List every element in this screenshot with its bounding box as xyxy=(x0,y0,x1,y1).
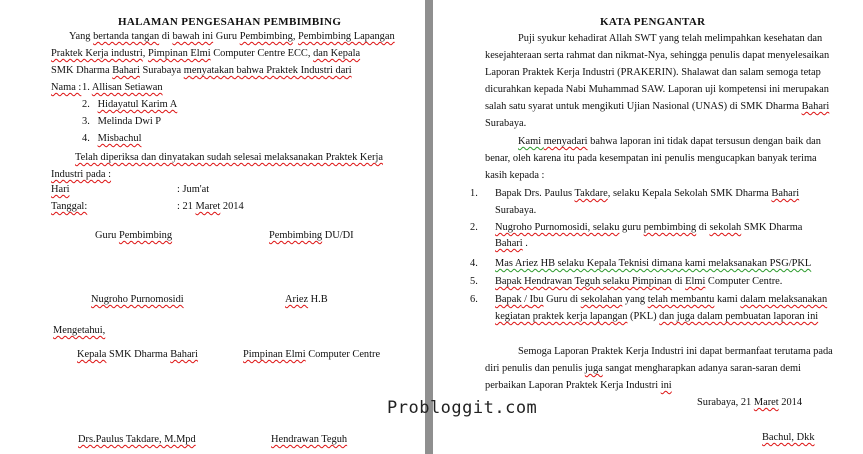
text: , xyxy=(292,31,299,42)
text: . xyxy=(522,238,528,249)
page-title: HALAMAN PENGESAHAN PEMBIMBING xyxy=(118,16,342,28)
page-gap xyxy=(425,0,433,454)
text: Computer Centre xyxy=(305,349,381,360)
text: Pembimbing xyxy=(239,31,293,42)
paragraph-line: Semoga Laporan Praktek Kerja Industri ini dapat bermanfaat terutama pada xyxy=(518,346,833,357)
text: Guru xyxy=(95,230,119,241)
list-number: 3. xyxy=(82,116,90,127)
paragraph-line: kasih kepada : xyxy=(485,170,545,181)
text: Tanggal: xyxy=(51,201,88,212)
text: Mengetahui, xyxy=(53,325,106,336)
text: Telah diperiksa dan dinyatakan sudah selesai melaksanakan Praktek Kerja xyxy=(75,152,383,163)
text: SMK Dharma xyxy=(741,222,803,233)
text: perbaikan Laporan Praktek Kerja Industri xyxy=(485,380,661,391)
text: Praktek Kerja industri xyxy=(51,48,143,59)
paragraph-line: dicurahkan kepada Nabi Muhammad SAW. Laporan uji kompetensi ini merupakan xyxy=(485,84,829,95)
text: SMK Dharma xyxy=(51,65,113,76)
text: Bahari xyxy=(801,101,830,112)
list-item xyxy=(82,82,163,94)
text: Bapak xyxy=(495,294,522,305)
list-item-continuation xyxy=(495,311,818,323)
mengetahui-label xyxy=(53,325,105,337)
text: di xyxy=(159,31,173,42)
right-page xyxy=(433,0,863,454)
text: Ariez xyxy=(285,294,309,305)
text: sekolah xyxy=(709,222,742,233)
list-item xyxy=(495,222,802,234)
text: Pembimbing xyxy=(269,230,323,241)
text: sekolahan xyxy=(580,294,623,305)
paragraph-line xyxy=(485,101,829,113)
tanggal-value xyxy=(177,201,244,213)
text: telah membantu xyxy=(647,294,715,305)
text: ini xyxy=(660,380,672,391)
text: Nugroho Purnomosidi xyxy=(91,294,184,305)
text: guru xyxy=(619,222,644,233)
text: dan Kepala xyxy=(313,48,361,59)
text: diri penulis dan penulis xyxy=(485,363,585,374)
paragraph-line xyxy=(51,48,360,60)
text: Bapak Drs. Paulus xyxy=(495,188,575,199)
signature-name-left xyxy=(91,294,184,306)
text: Maret xyxy=(753,397,779,408)
paragraph-line: Puji syukur kehadirat Allah SWT yang telah melimpahkan kesehatan dan xyxy=(518,33,823,44)
paragraph-line: Surabaya. xyxy=(485,118,527,129)
text: Maret xyxy=(195,201,221,212)
paragraph-line: kesejahteraan serta rahmat dan nikmat-Nya, sehingga penulis dapat menyelesaikan xyxy=(485,50,830,61)
hari-label xyxy=(51,184,69,196)
text: Guru xyxy=(213,31,240,42)
text: salah satu syarat untuk mengikuti Ujian Nasional (UNAS) di SMK Dharma xyxy=(485,101,802,112)
text: Takdare xyxy=(574,188,608,199)
list-item-continuation: Surabaya. xyxy=(495,205,537,216)
text: dalam melaksanakan xyxy=(740,294,828,305)
paragraph-line xyxy=(75,152,383,164)
text: 2014 xyxy=(220,201,244,212)
text: Elmi xyxy=(685,276,706,287)
page-title: KATA PENGANTAR xyxy=(600,16,706,28)
text: menyadari xyxy=(543,136,588,147)
watermark: Probloggit.com xyxy=(387,398,538,418)
text: Computer Centre. xyxy=(705,276,783,287)
text: Bahari xyxy=(170,349,198,360)
text: Pimpinan Elmi xyxy=(243,349,306,360)
text: Mas Ariez HB selaku Kepala Teknisi dimana kami melaksanakan PSG/PKL xyxy=(495,258,812,269)
signature-name-left xyxy=(78,434,196,446)
text: Hendrawan Teguh xyxy=(271,434,348,445)
list-item xyxy=(495,188,799,200)
paragraph-line xyxy=(51,65,352,77)
text: Yang xyxy=(69,31,94,42)
paragraph-line xyxy=(69,31,395,43)
text: DU/DI xyxy=(322,230,354,241)
signoff xyxy=(762,432,815,444)
text: Misbachul xyxy=(97,133,142,144)
left-page xyxy=(0,0,425,454)
text: Nugroho Purnomosidi, selaku xyxy=(495,222,620,233)
hari-value: : Jum'at xyxy=(177,184,210,195)
list-number: 4. xyxy=(470,258,478,269)
text: Hari xyxy=(51,184,70,195)
text: yang xyxy=(622,294,648,305)
text: Ibu xyxy=(529,294,544,305)
list-number: 1. xyxy=(82,82,90,93)
list-item xyxy=(82,116,161,128)
text: kegiatan praktek kerja lapangan xyxy=(495,311,628,322)
paragraph-line xyxy=(518,136,821,148)
text: bahwa laporan ini tidak dapat tersusun dengan baik dan xyxy=(587,136,821,147)
text: Computer Centre ECC, xyxy=(210,48,314,59)
text: sangat mengharapkan adanya saran-saran demi xyxy=(602,363,801,374)
text: (PKL) xyxy=(627,311,660,322)
list-item xyxy=(495,258,811,270)
text: Bachul, Dkk xyxy=(762,432,815,443)
text: SMK Dharma xyxy=(106,349,171,360)
text: Bahari xyxy=(112,65,140,76)
text: bawah ini xyxy=(172,31,214,42)
text: Bahari xyxy=(771,188,800,199)
text: Melinda Dwi P xyxy=(97,116,162,127)
paragraph-line: Laporan Praktek Kerja Industri (PRAKERIN). Shalawat dan salam semoga tetap xyxy=(485,67,821,78)
signature-name-right xyxy=(271,434,347,446)
signature-title-left xyxy=(77,349,198,361)
text: Pembimbing Lapangan xyxy=(298,31,395,42)
list-number: 2. xyxy=(82,99,90,110)
text: Guru di xyxy=(543,294,581,305)
text: Kepala xyxy=(77,349,107,360)
paragraph-line xyxy=(485,380,672,392)
text: Bapak Hendrawan Teguh selaku Pimpinan xyxy=(495,276,672,287)
signature-title-right xyxy=(269,230,354,242)
text: : 21 xyxy=(177,201,196,212)
list-item xyxy=(82,99,177,111)
text: 2014 xyxy=(778,397,803,408)
text: Bahari xyxy=(495,238,523,249)
text: Industri pada : xyxy=(51,169,112,180)
text: Hidayatul Karim A xyxy=(97,99,178,110)
list-number: 6. xyxy=(470,294,478,305)
text: pembimbing xyxy=(643,222,697,233)
text: juga xyxy=(584,363,603,374)
list-number: 4. xyxy=(82,133,90,144)
list-number: 2. xyxy=(470,222,478,233)
text: Nama : xyxy=(51,82,82,93)
text: di xyxy=(696,222,710,233)
tanggal-label xyxy=(51,201,87,213)
signature-title-right xyxy=(243,349,380,361)
text: , xyxy=(142,48,148,59)
text: dan juga dalam pembuatan laporan ini xyxy=(659,311,819,322)
list-number: 1. xyxy=(470,188,478,199)
text: menyatakan bahwa Praktek Industri dari xyxy=(183,65,352,76)
text: H.B xyxy=(308,294,328,305)
text: Drs.Paulus Takdare, M.Mpd xyxy=(78,434,196,445)
list-item xyxy=(495,294,827,306)
text: Surabaya xyxy=(139,65,184,76)
signature-name-right xyxy=(285,294,328,306)
text: / xyxy=(521,294,530,305)
text: Pimpinan Elmi xyxy=(147,48,211,59)
list-number: 5. xyxy=(470,276,478,287)
text: Allisan Setiawan xyxy=(91,82,163,93)
list-item xyxy=(82,133,141,145)
text: Kami xyxy=(518,136,544,147)
list-item xyxy=(495,276,782,288)
text: bertanda tangan xyxy=(93,31,160,42)
paragraph-line xyxy=(51,169,111,181)
text: Surabaya, 21 xyxy=(697,397,754,408)
list-item-continuation xyxy=(495,238,528,250)
signature-title-left xyxy=(95,230,172,242)
names-label xyxy=(51,82,81,94)
date-line xyxy=(697,397,802,409)
text: kami xyxy=(714,294,741,305)
paragraph-line xyxy=(485,363,801,375)
paragraph-line: benar, oleh karena itu pada kesempatan ini penulis mengucapkan banyak terima xyxy=(485,153,817,164)
text: di xyxy=(671,276,686,287)
text: , selaku Kepala Sekolah SMK Dharma xyxy=(607,188,772,199)
text: Pembimbing xyxy=(118,230,173,241)
